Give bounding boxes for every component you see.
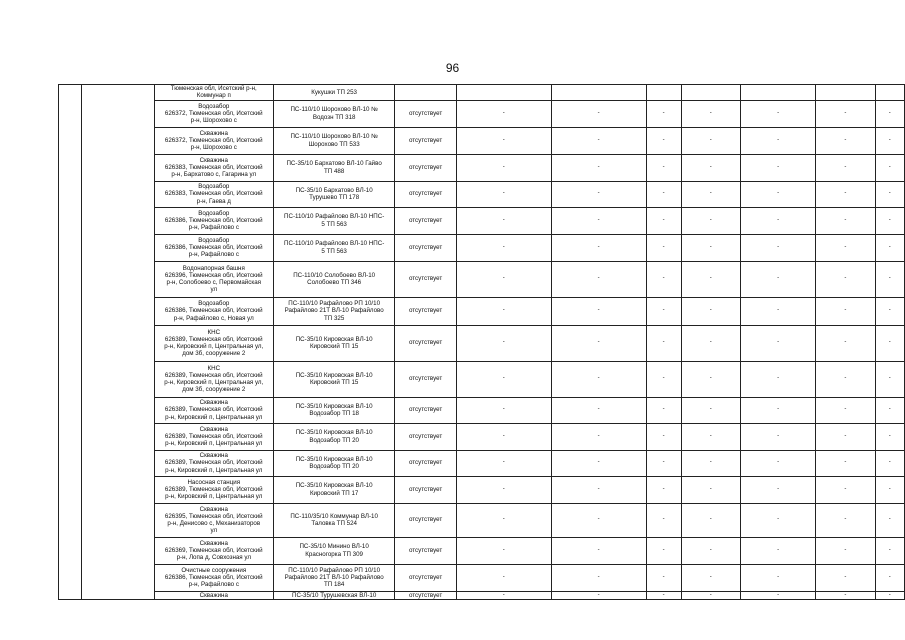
value-cell: - (646, 361, 681, 397)
value-cell: - (875, 154, 904, 181)
status-cell: отсутствует (395, 564, 456, 591)
table-row (59, 234, 905, 261)
value-cell: - (456, 503, 551, 537)
value-cell: - (456, 361, 551, 397)
value-cell: - (816, 591, 875, 599)
value-cell: - (551, 503, 646, 537)
blank-column-a (59, 85, 82, 600)
value-cell: - (681, 325, 740, 361)
value-cell: - (646, 127, 681, 154)
status-cell: отсутствует (395, 537, 456, 564)
value-cell: - (816, 503, 875, 537)
value-cell: - (740, 476, 815, 503)
value-cell: - (551, 325, 646, 361)
value-cell: - (646, 207, 681, 234)
substation-cell: ПС-110/10 Рафайлово ВЛ-10 НПС- 5 ТП 563 (273, 234, 395, 261)
table-row (59, 100, 905, 127)
value-cell: - (551, 450, 646, 476)
value-cell: - (875, 261, 904, 297)
value-cell: - (681, 361, 740, 397)
value-cell: - (681, 423, 740, 450)
substation-cell: ПС-35/10 Минино ВЛ-10 Красногорка ТП 309 (273, 537, 395, 564)
value-cell: - (681, 181, 740, 207)
substation-cell: ПС-35/10 Кировская ВЛ-10 Кировский ТП 15 (273, 361, 395, 397)
value-cell: - (816, 297, 875, 325)
value-cell: - (456, 127, 551, 154)
object-address-cell: Скважина 626389, Тюменская обл, Исетский р-н, Кировский п, Центральная ул (154, 423, 273, 450)
substation-cell: ПС-35/10 Бархатово ВЛ-10 Гайво ТП 488 (273, 154, 395, 181)
object-address-cell: Тюменская обл, Исетский р-н, Коммунар п (154, 85, 273, 101)
value-cell: - (456, 207, 551, 234)
value-cell: - (816, 207, 875, 234)
status-cell: отсутствует (395, 361, 456, 397)
value-cell: - (456, 297, 551, 325)
value-cell: - (646, 100, 681, 127)
value-cell: - (816, 234, 875, 261)
value-cell: - (740, 234, 815, 261)
object-address-cell: Скважина 626369, Тюменская обл, Исетский р-н, Лопа д, Совхозная ул (154, 537, 273, 564)
value-cell: - (646, 297, 681, 325)
table-row (59, 207, 905, 234)
substation-cell: ПС-110/10 Рафайлово РП 10/10 Рафайлово 21Т ВЛ-10 Рафайлово ТП 184 (273, 564, 395, 591)
value-cell: - (740, 423, 815, 450)
value-cell: - (875, 591, 904, 599)
substation-cell: ПС-110/35/10 Коммунар ВЛ-10 Таловка ТП 524 (273, 503, 395, 537)
value-cell: - (456, 154, 551, 181)
substation-cell: ПС-110/10 Шорохово ВЛ-10 № Водозн ТП 318 (273, 100, 395, 127)
value-cell: - (740, 154, 815, 181)
status-cell: отсутствует (395, 503, 456, 537)
value-cell: - (551, 476, 646, 503)
value-cell: - (816, 325, 875, 361)
object-address-cell: Водозабор 626386, Тюменская обл, Исетский р-н, Рафайлово с (154, 234, 273, 261)
value-cell: - (551, 564, 646, 591)
data-table (58, 84, 905, 600)
value-cell: - (875, 207, 904, 234)
value-cell: - (456, 564, 551, 591)
value-cell: - (740, 537, 815, 564)
value-cell (551, 85, 646, 101)
status-cell: отсутствует (395, 234, 456, 261)
value-cell: - (456, 100, 551, 127)
value-cell: - (875, 325, 904, 361)
value-cell: - (816, 181, 875, 207)
object-address-cell: Насосная станция 626389, Тюменская обл, Исетский р-н, Кировский п, Центральная ул (154, 476, 273, 503)
object-address-cell: Скважина 626372, Тюменская обл, Исетский р-н, Шорохово с (154, 127, 273, 154)
object-address-cell: Скважина (154, 591, 273, 599)
status-cell: отсутствует (395, 207, 456, 234)
value-cell: - (740, 503, 815, 537)
object-address-cell: КНС 626389, Тюменская обл, Исетский р-н, Кировский п, Центральная ул, дом 3б, сооружение 2 (154, 325, 273, 361)
value-cell: - (816, 537, 875, 564)
value-cell: - (816, 361, 875, 397)
status-cell: отсутствует (395, 181, 456, 207)
object-address-cell: Скважина 626395, Тюменская обл, Исетский р-н, Денисово с, Механизаторов ул (154, 503, 273, 537)
value-cell: - (740, 397, 815, 423)
blank-column-b (81, 85, 154, 600)
value-cell: - (740, 127, 815, 154)
value-cell: - (646, 181, 681, 207)
value-cell: - (875, 450, 904, 476)
value-cell: - (456, 476, 551, 503)
value-cell: - (875, 100, 904, 127)
substation-cell: ПС-35/10 Турушевская ВЛ-10 (273, 591, 395, 599)
value-cell: - (456, 181, 551, 207)
value-cell: - (875, 361, 904, 397)
value-cell: - (456, 325, 551, 361)
substation-cell: ПС-110/10 Шорохово ВЛ-10 № Шорохово ТП 533 (273, 127, 395, 154)
value-cell: - (740, 100, 815, 127)
object-address-cell: Скважина 626389, Тюменская обл, Исетский р-н, Кировский п, Центральная ул (154, 450, 273, 476)
value-cell: - (740, 361, 815, 397)
object-address-cell: Очистные сооружения 626386, Тюменская обл, Исетский р-н, Рафайлово с (154, 564, 273, 591)
value-cell: - (646, 261, 681, 297)
value-cell (740, 85, 815, 101)
value-cell: - (816, 423, 875, 450)
table-row (59, 423, 905, 450)
table-row (59, 450, 905, 476)
value-cell: - (456, 591, 551, 599)
substation-cell: ПС-35/10 Кировская ВЛ-10 Кировский ТП 17 (273, 476, 395, 503)
value-cell: - (740, 325, 815, 361)
substation-cell: ПС-35/10 Кировская ВЛ-10 Водозабор ТП 20 (273, 450, 395, 476)
value-cell: - (681, 397, 740, 423)
status-cell: отсутствует (395, 261, 456, 297)
value-cell: - (646, 234, 681, 261)
status-cell: отсутствует (395, 325, 456, 361)
value-cell: - (875, 127, 904, 154)
substation-cell: ПС-110/10 Рафайлово ВЛ-10 НПС- 5 ТП 563 (273, 207, 395, 234)
value-cell: - (875, 181, 904, 207)
substation-cell: ПС-110/10 Солобоево ВЛ-10 Солобоево ТП 346 (273, 261, 395, 297)
object-address-cell: Скважина 626383, Тюменская обл, Исетский р-н, Бархатово с, Гагарина ул (154, 154, 273, 181)
value-cell: - (875, 297, 904, 325)
value-cell: - (816, 261, 875, 297)
status-cell: отсутствует (395, 423, 456, 450)
object-address-cell: Водозабор 626372, Тюменская обл, Исетский р-н, Шорохово с (154, 100, 273, 127)
value-cell: - (646, 591, 681, 599)
substation-cell: ПС-35/10 Кировская ВЛ-10 Водозабор ТП 20 (273, 423, 395, 450)
value-cell: - (740, 564, 815, 591)
value-cell: - (551, 234, 646, 261)
status-cell: отсутствует (395, 591, 456, 599)
value-cell: - (816, 476, 875, 503)
table-row (59, 127, 905, 154)
value-cell: - (816, 564, 875, 591)
table-body (59, 85, 905, 600)
value-cell: - (681, 591, 740, 599)
value-cell: - (551, 127, 646, 154)
status-cell: отсутствует (395, 476, 456, 503)
value-cell: - (646, 537, 681, 564)
value-cell: - (681, 127, 740, 154)
value-cell: - (646, 154, 681, 181)
value-cell (646, 85, 681, 101)
value-cell: - (875, 537, 904, 564)
status-cell: отсутствует (395, 397, 456, 423)
value-cell: - (740, 181, 815, 207)
object-address-cell: Водонапорная башня 626396, Тюменская обл, Исетский р-н, Солобоево с, Первомайская ул (154, 261, 273, 297)
substation-cell: ПС-35/10 Бархатово ВЛ-10 Турушево ТП 178 (273, 181, 395, 207)
value-cell (456, 85, 551, 101)
object-address-cell: Водозабор 626386, Тюменская обл, Исетский р-н, Рафайлово с, Новая ул (154, 297, 273, 325)
value-cell: - (681, 564, 740, 591)
value-cell: - (551, 537, 646, 564)
value-cell: - (456, 234, 551, 261)
value-cell: - (681, 234, 740, 261)
value-cell: - (875, 476, 904, 503)
status-cell: отсутствует (395, 450, 456, 476)
table-row (59, 397, 905, 423)
value-cell (875, 85, 904, 101)
value-cell: - (681, 297, 740, 325)
value-cell: - (681, 207, 740, 234)
value-cell: - (875, 397, 904, 423)
value-cell: - (551, 154, 646, 181)
value-cell: - (551, 361, 646, 397)
object-address-cell: Водозабор 626383, Тюменская обл, Исетский р-н, Гаева д (154, 181, 273, 207)
status-cell: отсутствует (395, 154, 456, 181)
value-cell: - (456, 261, 551, 297)
value-cell: - (740, 207, 815, 234)
value-cell: - (646, 476, 681, 503)
value-cell: - (875, 564, 904, 591)
object-address-cell: Водозабор 626386, Тюменская обл, Исетский р-н, Рафайлово с (154, 207, 273, 234)
value-cell: - (875, 234, 904, 261)
value-cell: - (646, 503, 681, 537)
value-cell: - (551, 100, 646, 127)
table-row (59, 85, 905, 101)
value-cell: - (681, 450, 740, 476)
value-cell: - (681, 476, 740, 503)
value-cell: - (875, 423, 904, 450)
table-row (59, 361, 905, 397)
value-cell: - (740, 450, 815, 476)
value-cell: - (646, 564, 681, 591)
value-cell: - (551, 397, 646, 423)
table-row (59, 537, 905, 564)
table-row (59, 503, 905, 537)
table-row (59, 476, 905, 503)
value-cell: - (816, 154, 875, 181)
value-cell: - (551, 207, 646, 234)
table-row (59, 325, 905, 361)
table-row (59, 181, 905, 207)
value-cell: - (646, 450, 681, 476)
table-row (59, 564, 905, 591)
substation-cell: ПС-35/10 Кировская ВЛ-10 Водозабор ТП 18 (273, 397, 395, 423)
table-row (59, 154, 905, 181)
value-cell: - (551, 591, 646, 599)
substation-cell: Кукушки ТП 253 (273, 85, 395, 101)
value-cell: - (740, 261, 815, 297)
status-cell: отсутствует (395, 297, 456, 325)
status-cell: отсутствует (395, 100, 456, 127)
value-cell: - (681, 503, 740, 537)
object-address-cell: Скважина 626389, Тюменская обл, Исетский р-н, Кировский п, Центральная ул (154, 397, 273, 423)
table-row (59, 591, 905, 599)
value-cell: - (740, 297, 815, 325)
value-cell: - (551, 261, 646, 297)
table-row (59, 261, 905, 297)
value-cell: - (456, 423, 551, 450)
value-cell: - (551, 181, 646, 207)
value-cell: - (551, 297, 646, 325)
page-number: 96 (445, 61, 460, 75)
value-cell: - (681, 100, 740, 127)
table-row (59, 297, 905, 325)
status-cell (395, 85, 456, 101)
value-cell: - (875, 503, 904, 537)
value-cell: - (681, 261, 740, 297)
value-cell: - (551, 423, 646, 450)
value-cell: - (646, 397, 681, 423)
value-cell (816, 85, 875, 101)
value-cell: - (681, 537, 740, 564)
value-cell: - (816, 397, 875, 423)
value-cell: - (456, 397, 551, 423)
value-cell (681, 85, 740, 101)
value-cell: - (816, 127, 875, 154)
value-cell: - (646, 423, 681, 450)
value-cell: - (456, 537, 551, 564)
value-cell: - (456, 450, 551, 476)
substation-cell: ПС-35/10 Кировская ВЛ-10 Кировский ТП 15 (273, 325, 395, 361)
value-cell: - (816, 450, 875, 476)
status-cell: отсутствует (395, 127, 456, 154)
value-cell: - (740, 591, 815, 599)
value-cell: - (681, 154, 740, 181)
object-address-cell: КНС 626389, Тюменская обл, Исетский р-н, Кировский п, Центральная ул, дом 3б, сооружение 2 (154, 361, 273, 397)
value-cell: - (646, 325, 681, 361)
value-cell: - (816, 100, 875, 127)
substation-cell: ПС-110/10 Рафайлово РП 10/10 Рафайлово 21Т ВЛ-10 Рафайлово ТП 325 (273, 297, 395, 325)
